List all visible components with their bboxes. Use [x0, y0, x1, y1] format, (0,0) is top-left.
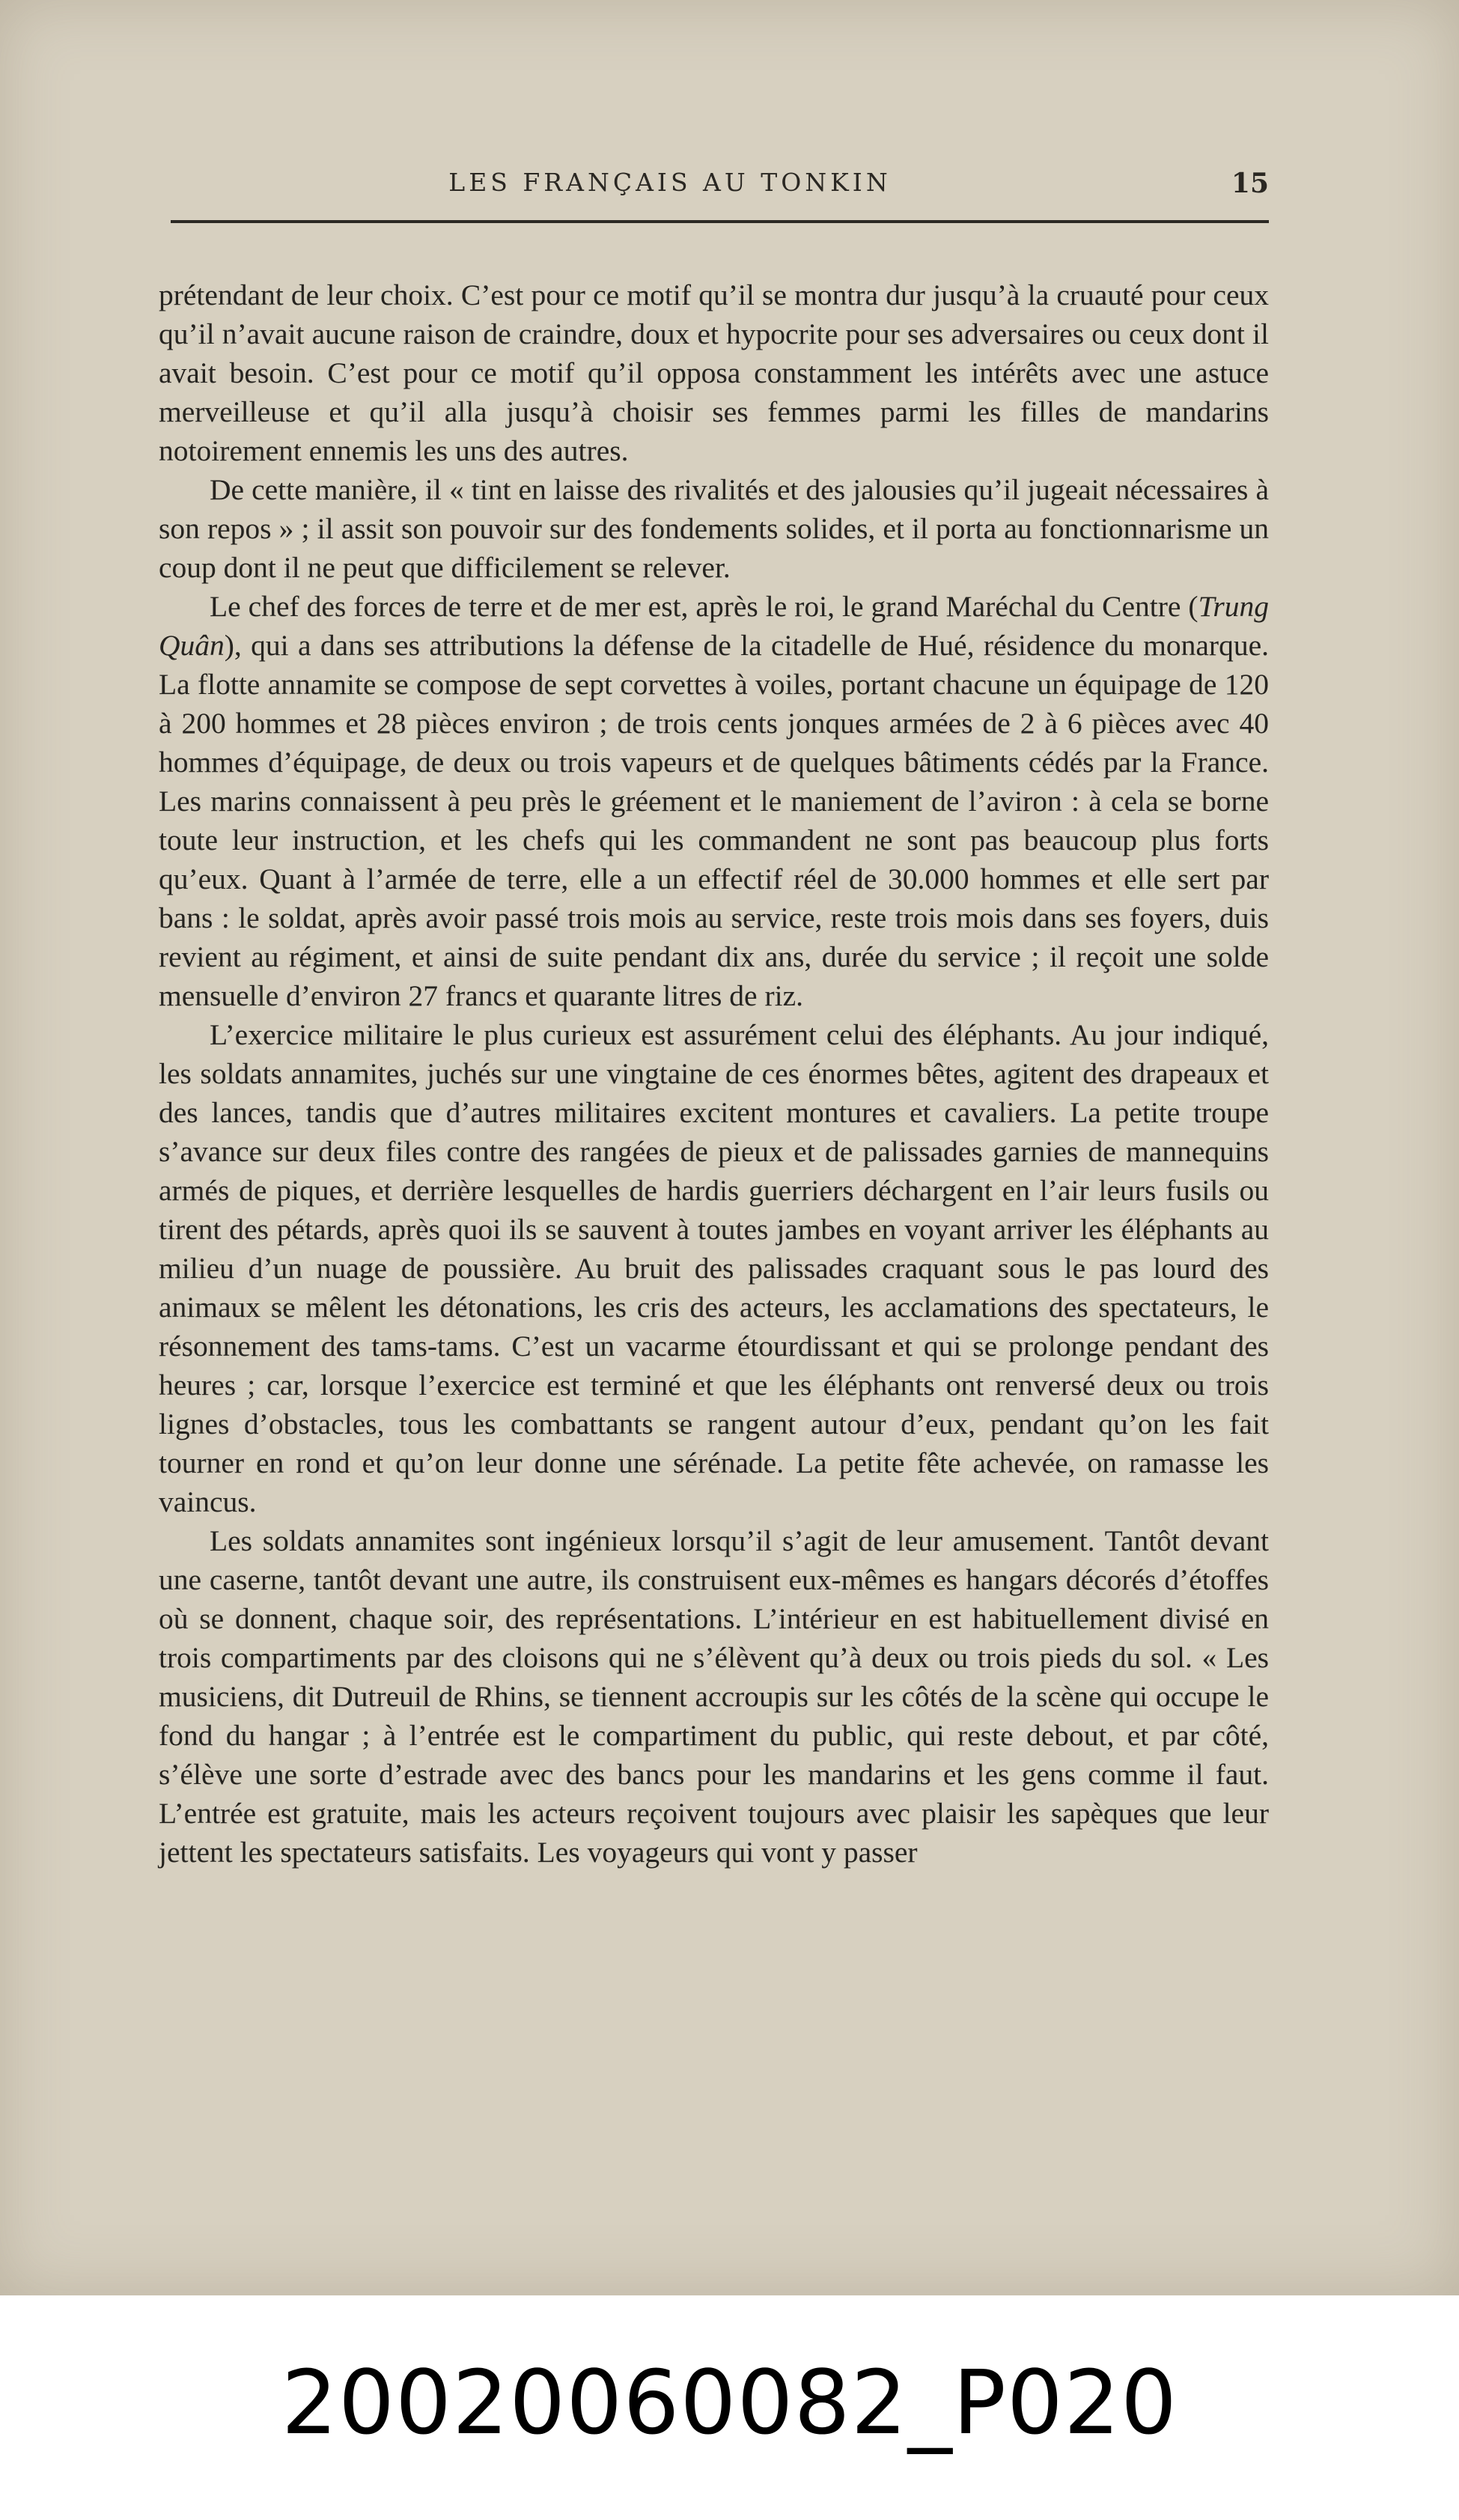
italic-term: Trung Quân	[159, 590, 1269, 662]
paragraph: De cette manière, il « tint en laisse des rivalités et des jalousies qu’il jugeait nécessaires à son repos » ; il assit son pouvoir sur des fondements solides, et il porta au fonctionnarisme un coup dont il ne peut que difficilement se relever.	[159, 473, 1269, 584]
page-number: 15	[1231, 168, 1269, 199]
header-rule	[171, 220, 1269, 223]
body-text	[159, 276, 1269, 1872]
running-title: LES FRANÇAIS AU TONKIN	[448, 168, 892, 197]
paragraph: prétendant de leur choix. C’est pour ce motif qu’il se montra dur jusqu’à la cruauté pour ceux qu’il n’avait aucune raison de craindre, doux et hypocrite pour ses adversaires ou ceux dont il avait besoin. C’est pour ce motif qu’il opposa constamment les intérêts avec une astuce merveilleuse et qu’il alla jusqu’à choisir ses femmes parmi les filles de mandarins notoirement ennemis les uns des autres.	[159, 279, 1269, 467]
paragraph: Le chef des forces de terre et de mer est, après le roi, le grand Maréchal du Centre (Trung Quân), qui a dans ses attributions la défense de la citadelle de Hué, résidence du monarque. La flotte annamite se compose de sept corvettes à voiles, portant chacune un équipage de 120 à 200 hommes et 28 pièces environ ; de trois cents jonques armées de 2 à 6 pièces avec 40 hommes d’équipage, de deux ou trois vapeurs et de quelques bâtiments cédés par la France. Les marins connaissent à peu près le gréement et le maniement de l’aviron : à cela se borne toute leur instruction, et les chefs qui les commandent ne sont pas beaucoup plus forts qu’eux. Quant à l’armée de terre, elle a un effectif réel de 30.000 hommes et elle sert par bans : le soldat, après avoir passé trois mois au service, reste trois mois dans ses foyers, duis revient au régiment, et ainsi de suite pendant dix ans, durée du service ; il reçoit une solde mensuelle d’environ 27 francs et quarante litres de riz.	[159, 590, 1269, 1012]
paragraph: L’exercice militaire le plus curieux est assurément celui des éléphants. Au jour indiqué, les soldats annamites, juchés sur une vingtaine de ces énormes bêtes, agitent des drapeaux et des lances, tandis que d’autres militaires excitent montures et cavaliers. La petite troupe s’avance sur deux files contre des rangées de pieux et de palissades garnies de mannequins armés de piques, et derrière lesquelles de hardis guerriers déchargent en l’air leurs fusils ou tirent des pétards, après quoi ils se sauvent à toutes jambes en voyant arriver les éléphants au milieu d’un nuage de poussière. Au bruit des palissades craquant sous le pas lourd des animaux se mêlent les détonations, les cris des acteurs, les acclamations des spectateurs, le résonnement des tams-tams. C’est un vacarme étourdissant et qui se prolonge pendant des heures ; car, lorsque l’exercice est terminé et que les éléphants ont renversé deux ou trois lignes d’obstacles, tous les combattants se rangent autour d’eux, pendant qu’on les fait tourner en rond et qu’on leur donne une sérénade. La petite fête achevée, on ramasse les vaincus.	[159, 1018, 1269, 1518]
paragraph: Les soldats annamites sont ingénieux lorsqu’il s’agit de leur amusement. Tantôt devant une caserne, tantôt devant une autre, ils construisent eux-mêmes es hangars décorés d’étoffes où se donnent, chaque soir, des représentations. L’intérieur en est habituellement divisé en trois compartiments par des cloisons qui ne s’élèvent qu’à deux ou trois pieds du sol. « Les musiciens, dit Dutreuil de Rhins, se tiennent accroupis sur les côtés de la scène qui occupe le fond du hangar ; à l’entrée est le compartiment du public, qui reste debout, et par côté, s’élève une sorte d’estrade avec des bancs pour les mandarins et les gens comme il faut. L’entrée est gratuite, mais les acteurs reçoivent toujours avec plaisir les sapèques que leur jettent les spectateurs satisfaits. Les voyageurs qui vont y passer	[159, 1524, 1269, 1869]
running-header	[172, 163, 1269, 208]
image-identifier: 20020060082_P020	[281, 2351, 1178, 2454]
